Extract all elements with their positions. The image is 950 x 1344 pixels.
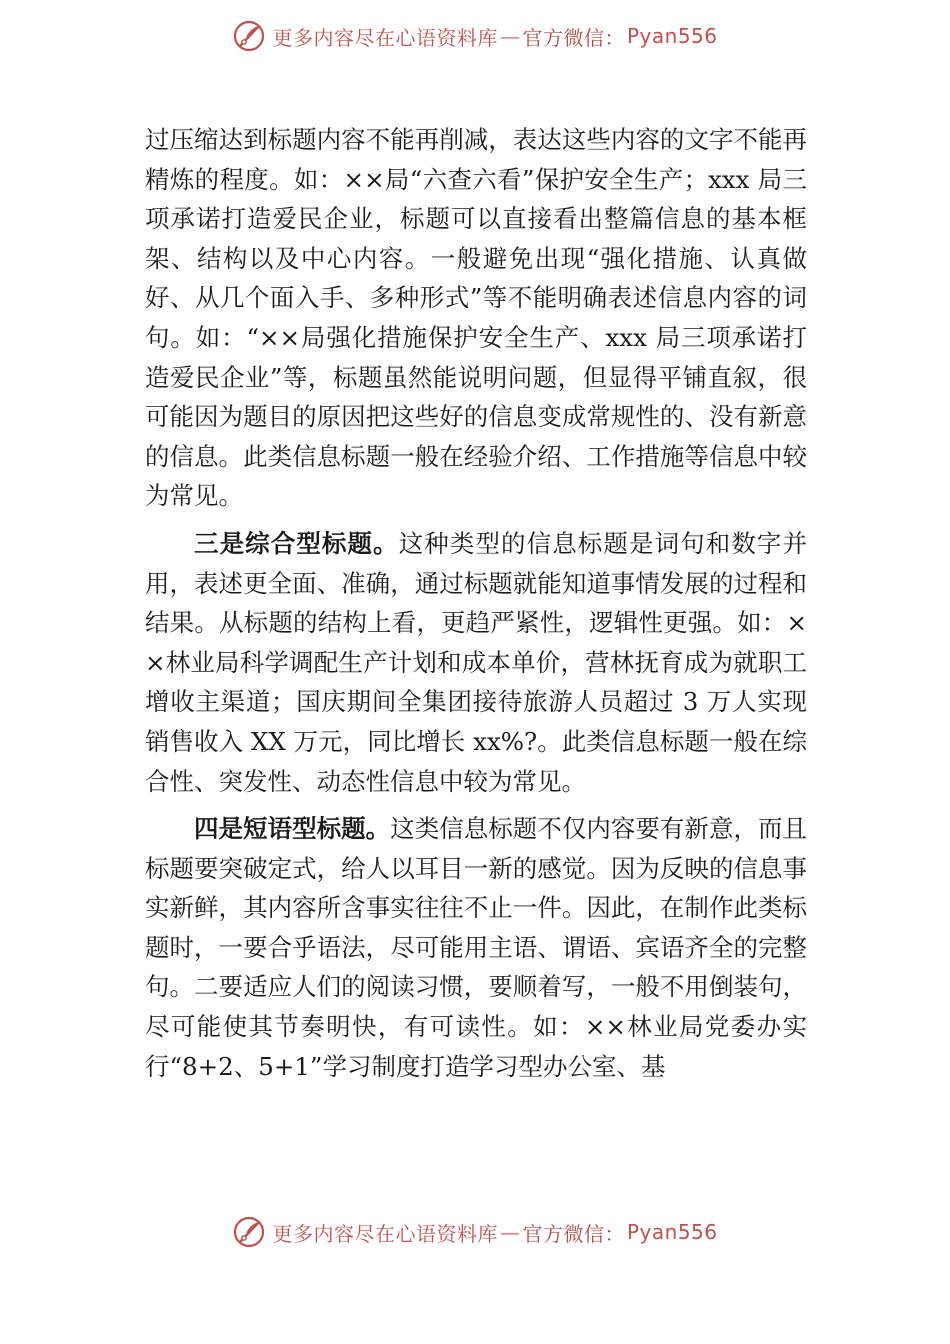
watermark-label: 官方微信： <box>522 1221 625 1246</box>
paragraph-phrase-title <box>145 809 807 1086</box>
watermark-label: 官方微信： <box>522 25 625 50</box>
quill-logo-icon <box>232 1215 266 1249</box>
watermark-dash: — <box>499 24 521 48</box>
paragraph-text: 过压缩达到标题内容不能再削减，表达这些内容的文字不能再精炼的程度。如：××局“六查六看”保护安全生产；xxx 局三项承诺打造爱民企业，标题可以直接看出整篇信息的基本框架、结构以及中心内容。一般避免出现“强化措施、认真做好、从几个面入手、多种形式”等不能明确表述信息内容的词句。如：“××局强化措施保护安全生产、xxx 局三项承诺打造爱民企业”等，标题虽然能说明问题，但显得平铺直叙，很可能因为题目的原因把这些好的信息变成常规性的、没有新意的信息。此类信息标题一般在经验介绍、工作措施等信息中较为常见。 <box>145 125 807 511</box>
paragraph-continued <box>145 120 807 516</box>
paragraph-text: 这种类型的信息标题是词句和数字并用，表述更全面、准确，通过标题就能知道事情发展的过程和结果。从标题的结构上看，更趋严紧性，逻辑性更强。如：××林业局科学调配生产计划和成本单价，营林抚育成为就职工增收主渠道；国庆期间全集团接待旅游人员超过 3 万人实现销售收入 XX 万元，同比增长 xx%?。此类信息标题一般在综合性、突发性、动态性信息中较为常见。 <box>145 528 808 796</box>
paragraph-lead: 四是短语型标题。 <box>194 814 391 844</box>
document-body <box>145 120 807 1094</box>
quill-logo-icon <box>232 19 266 53</box>
watermark-header <box>0 16 950 56</box>
watermark-text: 更多内容尽在心语资料库 <box>272 25 498 50</box>
watermark-id: Pyan556 <box>626 1220 718 1244</box>
paragraph-text: 这类信息标题不仅内容要有新意，而且标题要突破定式，给人以耳目一新的感觉。因为反映的信息事实新鲜，其内容所含事实往往不止一件。因此，在制作此类标题时，一要合乎语法，尽可能用主语、谓语、宾语齐全的完整句。二要适应人们的阅读习惯，要顺着写，一般不用倒装句，尽可能使其节奏明快，有可读性。如：××林业局党委办实行“8+2、5+1”学习制度打造学习型办公室、基 <box>145 814 808 1081</box>
watermark-footer <box>0 1212 950 1252</box>
watermark-text: 更多内容尽在心语资料库 <box>272 1221 498 1246</box>
watermark-id: Pyan556 <box>626 24 718 48</box>
paragraph-comprehensive-title <box>145 524 807 801</box>
watermark-dash: — <box>499 1220 521 1244</box>
paragraph-lead: 三是综合型标题。 <box>194 528 399 558</box>
